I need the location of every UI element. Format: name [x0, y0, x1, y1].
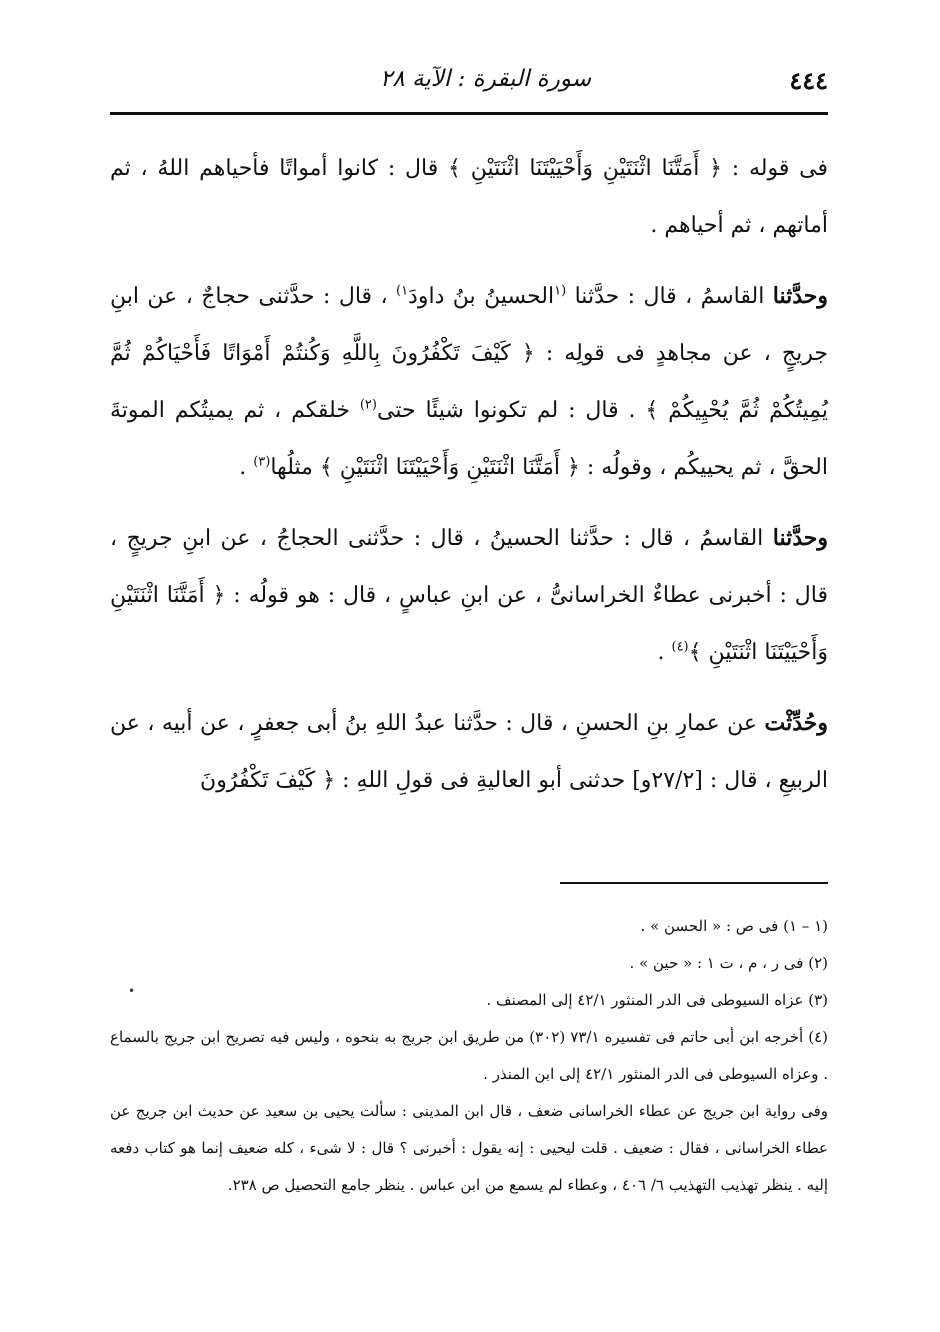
page-header: [110, 60, 828, 104]
footnote-marker: (١: [554, 283, 567, 299]
footnote-marker: (٢): [359, 397, 377, 413]
ink-speck: •: [128, 984, 136, 998]
footnote-rule: [560, 882, 828, 884]
quran-verse: ﴿ كَيْفَ تَكْفُرُونَ بِاللَّهِ وَكُنتُمْ أَمْوَاتًا فَأَحْيَاكُمْ ثُمَّ يُمِيتُكُمْ ثُمَّ يُحْيِيكُمْ ﴾: [110, 341, 828, 423]
text: عن عمارِ بنِ الحسنِ ، قال : حدَّثنا عبدُ اللهِ بنُ أبى جعفرٍ ، عن أبيه ، عن الربيعِ ، قال : [٢٧/٢و] حدثنى أبو العاليةِ فى قولِ اللهِ :: [110, 711, 828, 793]
header-rule: [110, 112, 828, 115]
paragraph-3: [110, 510, 828, 681]
footnote-marker: (٤): [671, 639, 689, 655]
text: قال : كانوا أمواتًا فأحياهم اللهُ ، ثم أماتهم ، ثم أحياهم .: [110, 156, 828, 238]
footnote-1: (١ – ١) فى ص : « الحسن » .: [640, 917, 828, 935]
text: فى قوله :: [722, 156, 829, 181]
footnote-2: (٢) فى ر ، م ، ت ١ : « حين » .: [629, 954, 828, 972]
paragraph-4: [110, 695, 828, 809]
footnote-4-continued: وفى رواية ابن جريج عن عطاء الخراسانى ضعف ، قال ابن المدينى : سألت يحيى بن سعيد عن حديث ابن جريج عن عطاء الخراسانى ، فقال : ضعيف . قلت ليحيى : إنه يقول : أخبرنى ؟ قال : لا شىء ، كله ضعيف إنما هو كتاب دفعه إليه . ينظر تهذيب التهذيب ٦/ ٤٠٦ ، وعطاء لم يسمع من ابن عباس . ينظر جامع التحصيل ص ٢٣٨.: [110, 1102, 828, 1194]
text: القاسمُ ، قال : حدَّثنا: [566, 284, 773, 309]
page-number: ٤٤٤: [789, 66, 828, 95]
quran-verse: ﴿ أَمَتَّنَا اثْنَتَيْنِ وَأَحْيَيْتَنَا اثْنَتَيْنِ ﴾: [110, 583, 828, 665]
paragraph-1: [110, 140, 828, 254]
text: القاسمُ ، قال : حدَّثنا الحسينُ ، قال : حدَّثنى الحجاجُ ، عن ابنِ جريجٍ ، قال : أخبرنى عطاءٌ الخراسانىُّ ، عن ابنِ عباسٍ ، قال : هو قولُه :: [110, 526, 828, 608]
text: الحسينُ بنُ داودَ: [408, 284, 555, 309]
paragraph-2: [110, 268, 828, 496]
quran-verse: ﴿ كَيْفَ تَكْفُرُونَ: [200, 768, 336, 793]
footnote-3: (٣) عزاه السيوطى فى الدر المنثور ٤٢/١ إلى المصنف .: [486, 991, 828, 1009]
footnotes: [110, 908, 828, 1204]
main-text: [110, 140, 828, 823]
lead-word: وحدَّثنا: [772, 525, 828, 551]
lead-word: وحدَّثنا: [772, 283, 829, 309]
text: . قال : لم تكونوا شيئًا حتى: [376, 398, 646, 423]
quran-verse: ﴿ أَمَتَّنَا اثْنَتَيْنِ وَأَحْيَيْتَنَا اثْنَتَيْنِ ﴾: [319, 455, 580, 480]
text: .: [657, 640, 672, 665]
footnote-4: (٤) أخرجه ابن أبى حاتم فى تفسيره ٧٣/١ (٣٠٢) من طريق ابن جريج به بنحوه ، وليس فيه تصريح ابن جريج بالسماع . وعزاه السيوطى فى الدر المنثور ٤٢/١ إلى ابن المنذر .: [110, 1028, 829, 1083]
footnote-marker: ١): [395, 283, 409, 299]
running-title: سورة البقرة : الآية ٢٨: [380, 66, 591, 92]
footnote-marker: (٣): [253, 454, 271, 470]
text: مثلُها: [270, 455, 320, 480]
quran-verse: ﴿ أَمَتَّنَا اثْنَتَيْنِ وَأَحْيَيْتَنَا اثْنَتَيْنِ ﴾: [448, 156, 723, 181]
text: .: [239, 455, 254, 480]
text: خلقكم ، ثم يميتُكم الموتةَ الحقَّ ، ثم يحييكُم ، وقولُه :: [110, 398, 828, 480]
lead-word: وحُدِّثْت: [764, 710, 828, 736]
text: ، قال : حدَّثنى حجاجٌ ، عن ابنِ جريجٍ ، عن مجاهدٍ فى قولِه :: [110, 284, 828, 366]
